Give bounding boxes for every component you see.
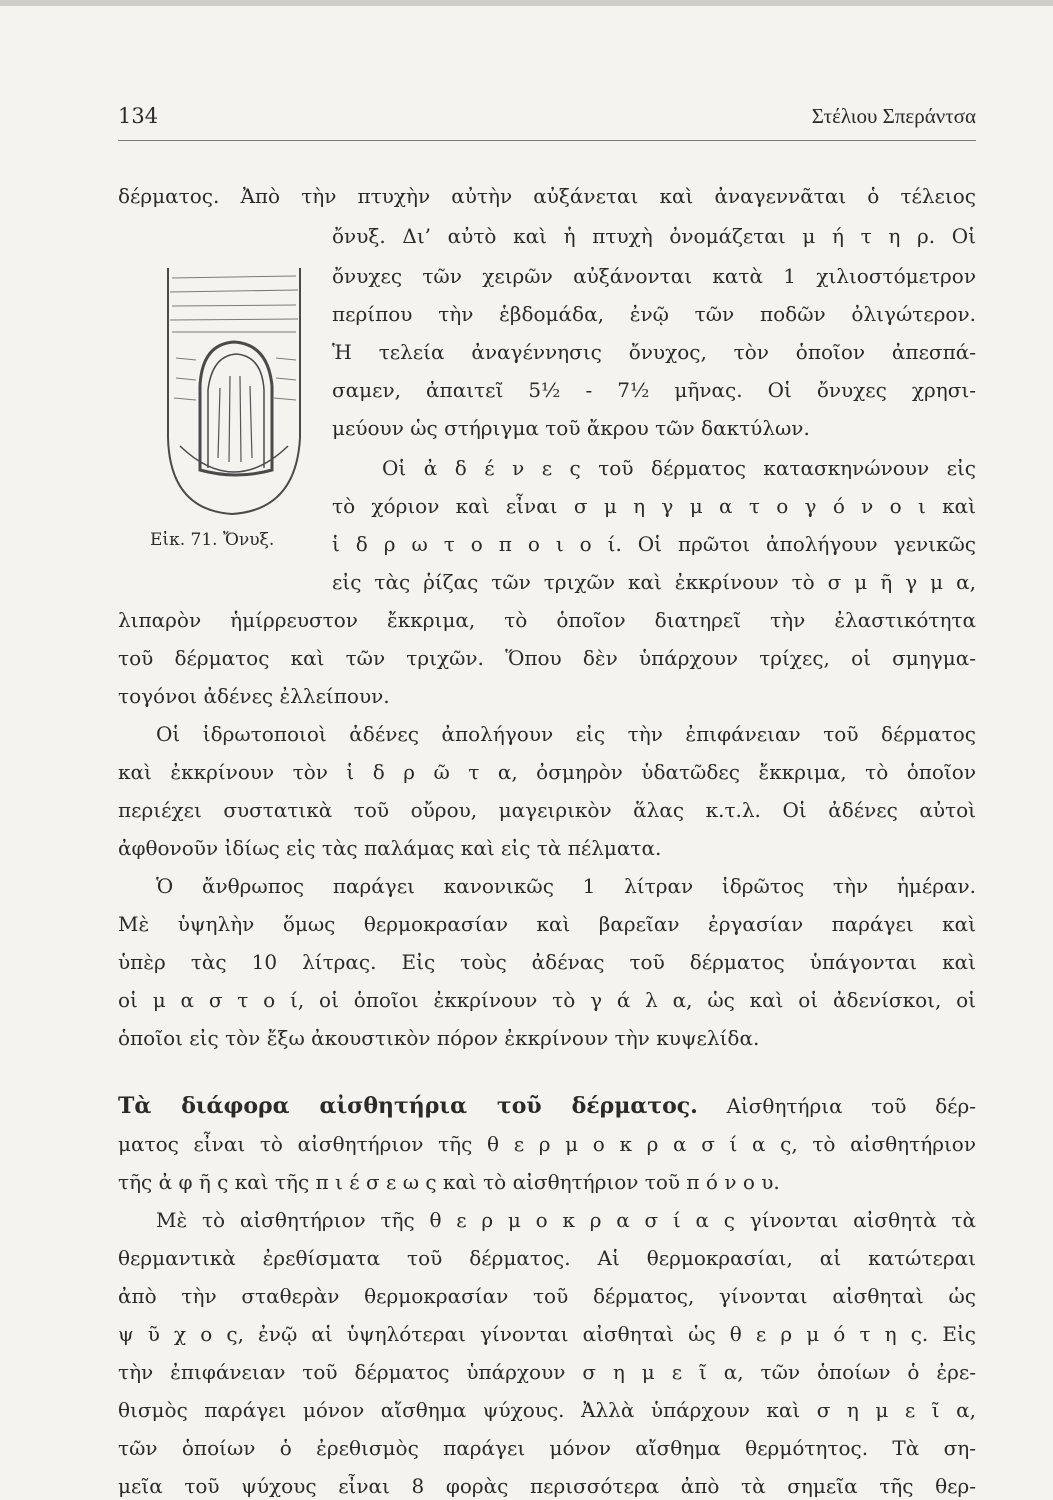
- text-line: θερμαντικὰ ἐρεθίσματα τοῦ δέρματος. Αἱ θερμοκρασίαι, αἱ κατώτεραι: [118, 1246, 976, 1270]
- text-line: μεύουν ὡς στήριγμα τοῦ ἄκρου τῶν δακτύλων.: [332, 416, 810, 440]
- text-line: τοῦ δέρματος καὶ τῶν τριχῶν. Ὅπου δὲν ὑπάρχουν τρίχες, οἱ σμηγμα-: [118, 646, 976, 670]
- text-line: ὄνυξ. Δι’ αὐτὸ καὶ ἡ πτυχὴ ὀνομάζεται μ ή τ η ρ. Οἱ: [332, 224, 976, 248]
- text-line: ἀφθονοῦν ἰδίως εἰς τὰς παλάμας καὶ εἰς τὰ πέλματα.: [118, 836, 662, 860]
- text-line: λιπαρὸν ἡμίρρευστον ἔκκριμα, τὸ ὁποῖον διατηρεῖ τὴν ἐλαστικότητα: [118, 608, 976, 632]
- text-line: ὁποῖοι εἰς τὸν ἔξω ἀκουστικὸν πόρον ἐκκρίνουν τὴν κυψελίδα.: [118, 1026, 760, 1050]
- text-line: θισμὸς παράγει μόνον αἴσθημα ψύχους. Ἀλλὰ ὑπάρχουν καὶ σ η μ ε ῖ α,: [118, 1398, 976, 1422]
- text-line: ἀπὸ τὴν σταθερὰν θερμοκρασίαν τοῦ δέρματος, γίνονται αἰσθηταὶ ὡς: [118, 1284, 976, 1308]
- text-line: ἱ δ ρ ω τ ο π ο ι ο ί. Οἱ πρῶτοι ἀπολήγουν γενικῶς: [332, 532, 976, 556]
- figure-caption: Εἰκ. 71. Ὄνυξ.: [150, 530, 275, 550]
- text-line: ψ ῦ χ ο ς, ἐνῷ αἱ ὑψηλότεραι γίνονται αἰσθηταὶ ὡς θ ε ρ μ ό τ η ς. Εἰς: [118, 1322, 976, 1346]
- text-line: τὸ χόριον καὶ εἶναι σ μ η γ μ α τ ο γ ό ν ο ι καὶ: [332, 494, 976, 518]
- section-heading: Τὰ διάφορα αἰσθητήρια τοῦ δέρματος.: [118, 1093, 698, 1119]
- text-line: τογόνοι ἀδένες ἐλλείπουν.: [118, 684, 390, 708]
- text-line: Μὲ τὸ αἰσθητήριον τῆς θ ε ρ μ ο κ ρ α σ ί α ς γίνονται αἰσθητὰ τὰ: [156, 1208, 976, 1232]
- text-line: τῶν ὁποίων ὁ ἐρεθισμὸς παράγει μόνον αἴσθημα θερμότητος. Τὰ ση-: [118, 1436, 976, 1460]
- section-heading-continuation: Αἰσθητήρια τοῦ δέρ-: [726, 1094, 977, 1118]
- text-line: περίπου τὴν ἑβδομάδα, ἐνῷ τῶν ποδῶν ὀλιγώτερον.: [332, 302, 976, 326]
- text-line: καὶ ἐκκρίνουν τὸν ἱ δ ρ ῶ τ α, ὀσμηρὸν ὑδατῶδες ἔκκριμα, τὸ ὁποῖον: [118, 760, 976, 784]
- running-head: Στέλιου Σπεράντσα: [811, 104, 976, 128]
- text-line: Ἡ τελεία ἀναγέννησις ὄνυχος, τὸν ὁποῖον ἀπεσπά-: [332, 340, 976, 364]
- text-line: τὴν ἐπιφάνειαν τοῦ δέρματος ὑπάρχουν σ η μ ε ῖ α, τῶν ὁποίων ὁ ἐρε-: [118, 1360, 976, 1384]
- fingernail-illustration: [150, 248, 315, 520]
- text-line: εἰς τὰς ῥίζας τῶν τριχῶν καὶ ἐκκρίνουν τὸ σ μ ῆ γ μ α,: [332, 570, 976, 594]
- text-line: Οἱ ἱδρωτοποιοὶ ἀδένες ἀπολήγουν εἰς τὴν ἐπιφάνειαν τοῦ δέρματος: [156, 722, 976, 746]
- section-first-line: [118, 1094, 976, 1118]
- text-line: σαμεν, ἀπαιτεῖ 5½ - 7½ μῆνας. Οἱ ὄνυχες χρησι-: [332, 378, 976, 402]
- text-line: μεῖα τοῦ ψύχους εἶναι 8 φορὰς περισσότερα ἀπὸ τὰ σημεῖα τῆς θερ-: [118, 1474, 976, 1498]
- page-number: 134: [118, 104, 159, 128]
- page-header: [118, 104, 976, 134]
- page-top-edge: [0, 0, 1053, 6]
- text-line: περιέχει συστατικὰ τοῦ οὔρου, μαγειρικὸν ἅλας κ.τ.λ. Οἱ ἀδένες αὐτοὶ: [118, 798, 976, 822]
- text-line: τῆς ἀ φ ῆ ς καὶ τῆς π ι έ σ ε ω ς καὶ τὸ αἰσθητήριον τοῦ π ό ν ο υ.: [118, 1170, 780, 1194]
- text-line: Ὁ ἄνθρωπος παράγει κανονικῶς 1 λίτραν ἱδρῶτος τὴν ἡμέραν.: [156, 874, 976, 898]
- text-line: ματος εἶναι τὸ αἰσθητήριον τῆς θ ε ρ μ ο κ ρ α σ ί α ς, τὸ αἰσθητήριον: [118, 1132, 976, 1156]
- text-line: Μὲ ὑψηλὴν ὅμως θερμοκρασίαν καὶ βαρεῖαν ἐργασίαν παράγει καὶ: [118, 912, 976, 936]
- text-line: δέρματος. Ἀπὸ τὴν πτυχὴν αὐτὴν αὐξάνεται καὶ ἀναγεννᾶται ὁ τέλειος: [118, 184, 976, 208]
- text-line: ὑπὲρ τὰς 10 λίτρας. Εἰς τοὺς ἀδένας τοῦ δέρματος ὑπάγονται καὶ: [118, 950, 976, 974]
- text-line: οἱ μ α σ τ ο ί, οἱ ὁποῖοι ἐκκρίνουν τὸ γ ά λ α, ὡς καὶ οἱ ἀδενίσκοι, οἱ: [118, 988, 976, 1012]
- text-line: Οἱ ἀ δ έ ν ε ς τοῦ δέρματος κατασκηνώνουν εἰς: [382, 456, 976, 480]
- header-rule: [118, 140, 976, 141]
- text-line: ὄνυχες τῶν χειρῶν αὐξάνονται κατὰ 1 χιλιοστόμετρον: [332, 264, 976, 288]
